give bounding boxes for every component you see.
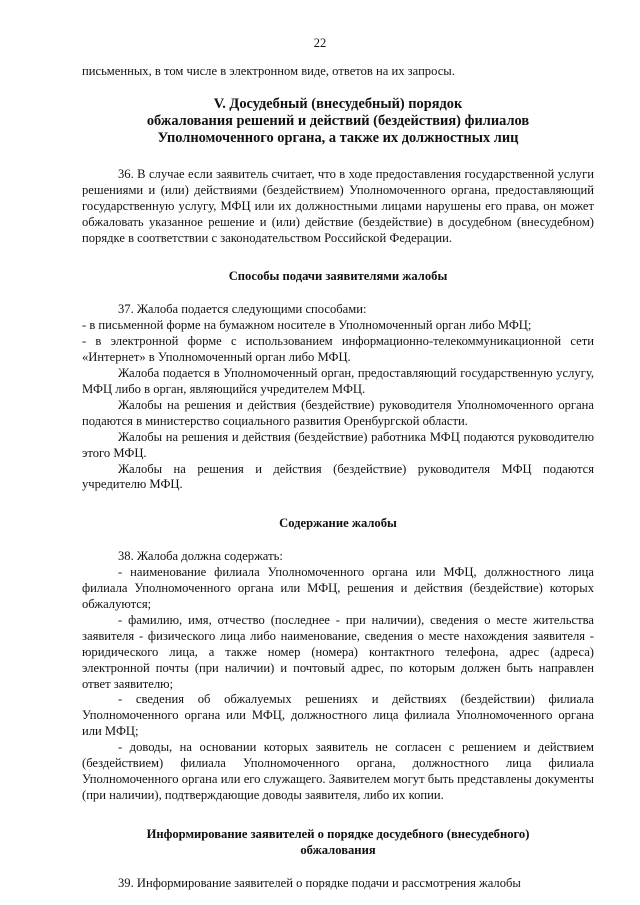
paragraph-38-item: - доводы, на основании которых заявитель не согласен с решением и действием (бездействием) филиала Уполномоченного органа, должностного лица филиала Уполномоченного органа или его служащего. Заявителем могут быть представлены документы (при наличии), подтверждающие доводы заявителя, либо их копии. [82,740,594,802]
section-title-line: Уполномоченного органа, а также их должностных лиц [157,129,519,146]
paragraph-38-item: - сведения об обжалуемых решениях и действиях (бездействии) филиала Уполномоченного органа или МФЦ, должностного лица филиала Уполномоченного органа или МФЦ; [82,692,594,739]
heading-informing-line: Информирование заявителей о порядке досудебного (внесудебного) [146,826,530,841]
paragraph-38-item: - фамилию, имя, отчество (последнее - при наличии), сведения о месте жительства заявителя - физического лица либо наименование, сведения о месте нахождения заявителя - юридического лица, а также номер (номера) контактного телефона, адрес (адреса) электронной почты (при наличии) и почтовый адрес, по которым должен быть направлен ответ заявителю; [82,612,594,691]
paragraph-37: 37. Жалоба подается следующими способами: [118,302,367,317]
section-title-line: V. Досудебный (внесудебный) порядок [213,95,463,112]
paragraph-37-text: Жалоба подается в Уполномоченный орган, предоставляющий государственную услугу, МФЦ либо в орган, являющийся учредителем МФЦ. [82,366,594,396]
paragraph-37-text: Жалобы на решения и действия (бездействие) работника МФЦ подаются руководителю этого МФЦ. [82,429,594,460]
paragraph-39: 39. Информирование заявителей о порядке подачи и рассмотрения жалобы [118,875,521,890]
paragraph-36: 36. В случае если заявитель считает, что в ходе предоставления государственной услуги решениями и (или) действиями (бездействием) Уполномоченного органа, предоставляющий государственную услугу, МФЦ или их должностными лицами нарушены его права, он может обжаловать указанное решение и (или) действие (бездействие) в досудебном (внесудебном) порядке в соответствии с законодательством Российской Федерации. [82,166,594,245]
section-title-line: обжалования решений и действий (бездействия) филиалов [146,112,530,129]
heading-informing [82,826,594,858]
heading-informing-line: обжалования [300,842,376,857]
section-title [82,96,594,147]
paragraph-37-item: - в электронной форме с использованием информационно-телекоммуникационной сети «Интернет» в Уполномоченный орган либо МФЦ. [82,334,594,365]
paragraph-37-item: - в письменной форме на бумажном носителе в Уполномоченный орган либо МФЦ; [82,318,532,333]
heading-content: Содержание жалобы [279,516,397,531]
paragraph-37-text: Жалобы на решения и действия (бездействие) руководителя МФЦ подаются учредителю МФЦ. [82,461,594,492]
paragraph-38: 38. Жалоба должна содержать: [118,549,283,564]
page-number: 22 [313,36,327,50]
paragraph-37-text: Жалобы на решения и действия (бездействие) руководителя Уполномоченного органа подаются в министерство социального развития Оренбургской области. [82,397,594,428]
intro-line: письменных, в том числе в электронном виде, ответов на их запросы. [82,64,455,78]
document-body [82,64,594,892]
paragraph-38-item: - наименование филиала Уполномоченного органа или МФЦ, должностного лица филиала Уполномоченного органа или МФЦ, решения и действия (бездействие) которых обжалуются; [82,565,594,612]
heading-methods: Способы подачи заявителями жалобы [228,269,448,284]
